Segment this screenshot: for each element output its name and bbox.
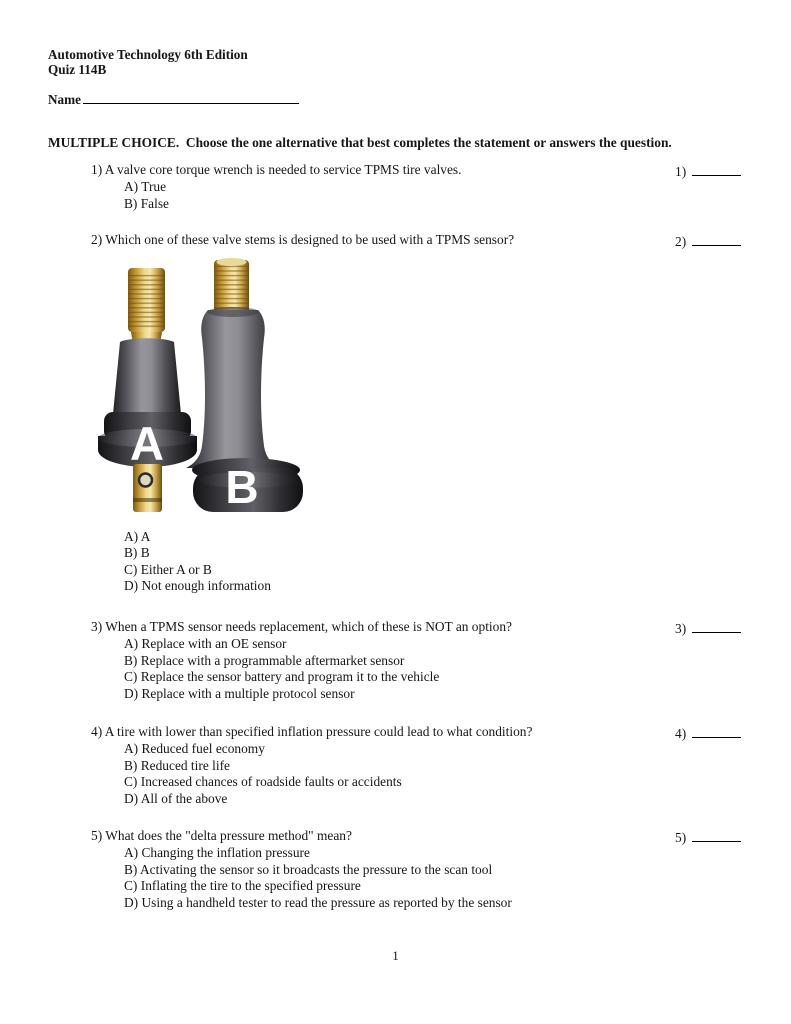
quiz-number: Quiz 114B bbox=[48, 62, 107, 77]
question-text: Which one of these valve stems is designed to be used with a TPMS sensor? bbox=[105, 232, 515, 247]
valve-a-label: A bbox=[130, 417, 164, 470]
answer-number: 2) bbox=[675, 234, 687, 249]
option: D) Not enough information bbox=[124, 578, 271, 594]
answer-blank-line bbox=[692, 619, 741, 633]
option: D) All of the above bbox=[124, 790, 228, 806]
answer-number: 1) bbox=[675, 164, 687, 179]
question-3-text bbox=[91, 619, 512, 635]
question-number: 4) bbox=[91, 724, 103, 739]
answer-slot-2 bbox=[675, 232, 741, 250]
answer-blank-line bbox=[692, 162, 741, 176]
answer-number: 3) bbox=[675, 621, 687, 636]
valve-b-label: B bbox=[225, 461, 259, 513]
option: C) Either A or B bbox=[124, 561, 212, 577]
name-blank-line bbox=[83, 90, 299, 104]
name-row bbox=[48, 90, 299, 108]
question-text: A tire with lower than specified inflation pressure could lead to what condition? bbox=[104, 724, 533, 739]
question-number: 2) bbox=[91, 232, 103, 247]
option: B) Reduced tire life bbox=[124, 757, 230, 773]
option: A) Replace with an OE sensor bbox=[124, 636, 287, 652]
answer-number: 5) bbox=[675, 830, 687, 845]
option: B) B bbox=[124, 545, 150, 561]
question-2-options bbox=[124, 529, 271, 595]
option: A) Reduced fuel economy bbox=[124, 741, 265, 757]
question-3 bbox=[91, 619, 512, 702]
question-number: 3) bbox=[91, 619, 103, 634]
valve-stems-photo bbox=[90, 256, 312, 520]
option: B) False bbox=[124, 195, 170, 211]
answer-slot-4 bbox=[675, 724, 741, 742]
option: A) A bbox=[124, 529, 151, 544]
answer-slot-1 bbox=[675, 162, 741, 180]
question-1 bbox=[91, 162, 462, 212]
answer-blank-line bbox=[692, 724, 741, 738]
section-instructions: MULTIPLE CHOICE. Choose the one alternative that best completes the statement or answers the question. bbox=[48, 135, 672, 150]
question-text: What does the "delta pressure method" mean? bbox=[105, 828, 352, 843]
question-number: 5) bbox=[91, 828, 103, 843]
question-3-options bbox=[124, 636, 512, 702]
valve-a-illustration bbox=[98, 268, 197, 512]
answer-slot-3 bbox=[675, 619, 741, 637]
option: B) Activating the sensor so it broadcasts the pressure to the scan tool bbox=[124, 861, 493, 877]
question-text: When a TPMS sensor needs replacement, which of these is NOT an option? bbox=[105, 619, 512, 634]
question-text: A valve core torque wrench is needed to service TPMS tire valves. bbox=[104, 162, 462, 177]
question-1-text bbox=[91, 162, 462, 178]
answer-slot-5 bbox=[675, 828, 741, 846]
option: B) Replace with a programmable aftermarket sensor bbox=[124, 652, 405, 668]
question-5 bbox=[91, 828, 512, 911]
answer-number: 4) bbox=[675, 726, 687, 741]
question-number: 1) bbox=[91, 162, 103, 177]
option: A) True bbox=[124, 179, 167, 195]
name-label: Name bbox=[48, 92, 81, 107]
question-5-options bbox=[124, 845, 512, 911]
page-number: 1 bbox=[392, 948, 399, 963]
question-5-text bbox=[91, 828, 512, 844]
answer-blank-line bbox=[692, 232, 741, 246]
question-2 bbox=[91, 232, 514, 248]
question-1-options bbox=[124, 179, 462, 212]
answer-blank-line bbox=[692, 828, 741, 842]
document-title: Automotive Technology 6th Edition bbox=[48, 47, 248, 62]
option: C) Inflating the tire to the specified pressure bbox=[124, 878, 361, 894]
question-2-text bbox=[91, 232, 514, 248]
option: D) Replace with a multiple protocol sensor bbox=[124, 685, 355, 701]
question-4-options bbox=[124, 741, 532, 807]
valve-b-illustration bbox=[186, 258, 303, 513]
option: C) Increased chances of roadside faults or accidents bbox=[124, 774, 402, 790]
question-4-text bbox=[91, 724, 532, 740]
option: D) Using a handheld tester to read the pressure as reported by the sensor bbox=[124, 894, 512, 910]
option: A) Changing the inflation pressure bbox=[124, 845, 310, 861]
option: C) Replace the sensor battery and program it to the vehicle bbox=[124, 669, 440, 685]
question-4 bbox=[91, 724, 532, 807]
